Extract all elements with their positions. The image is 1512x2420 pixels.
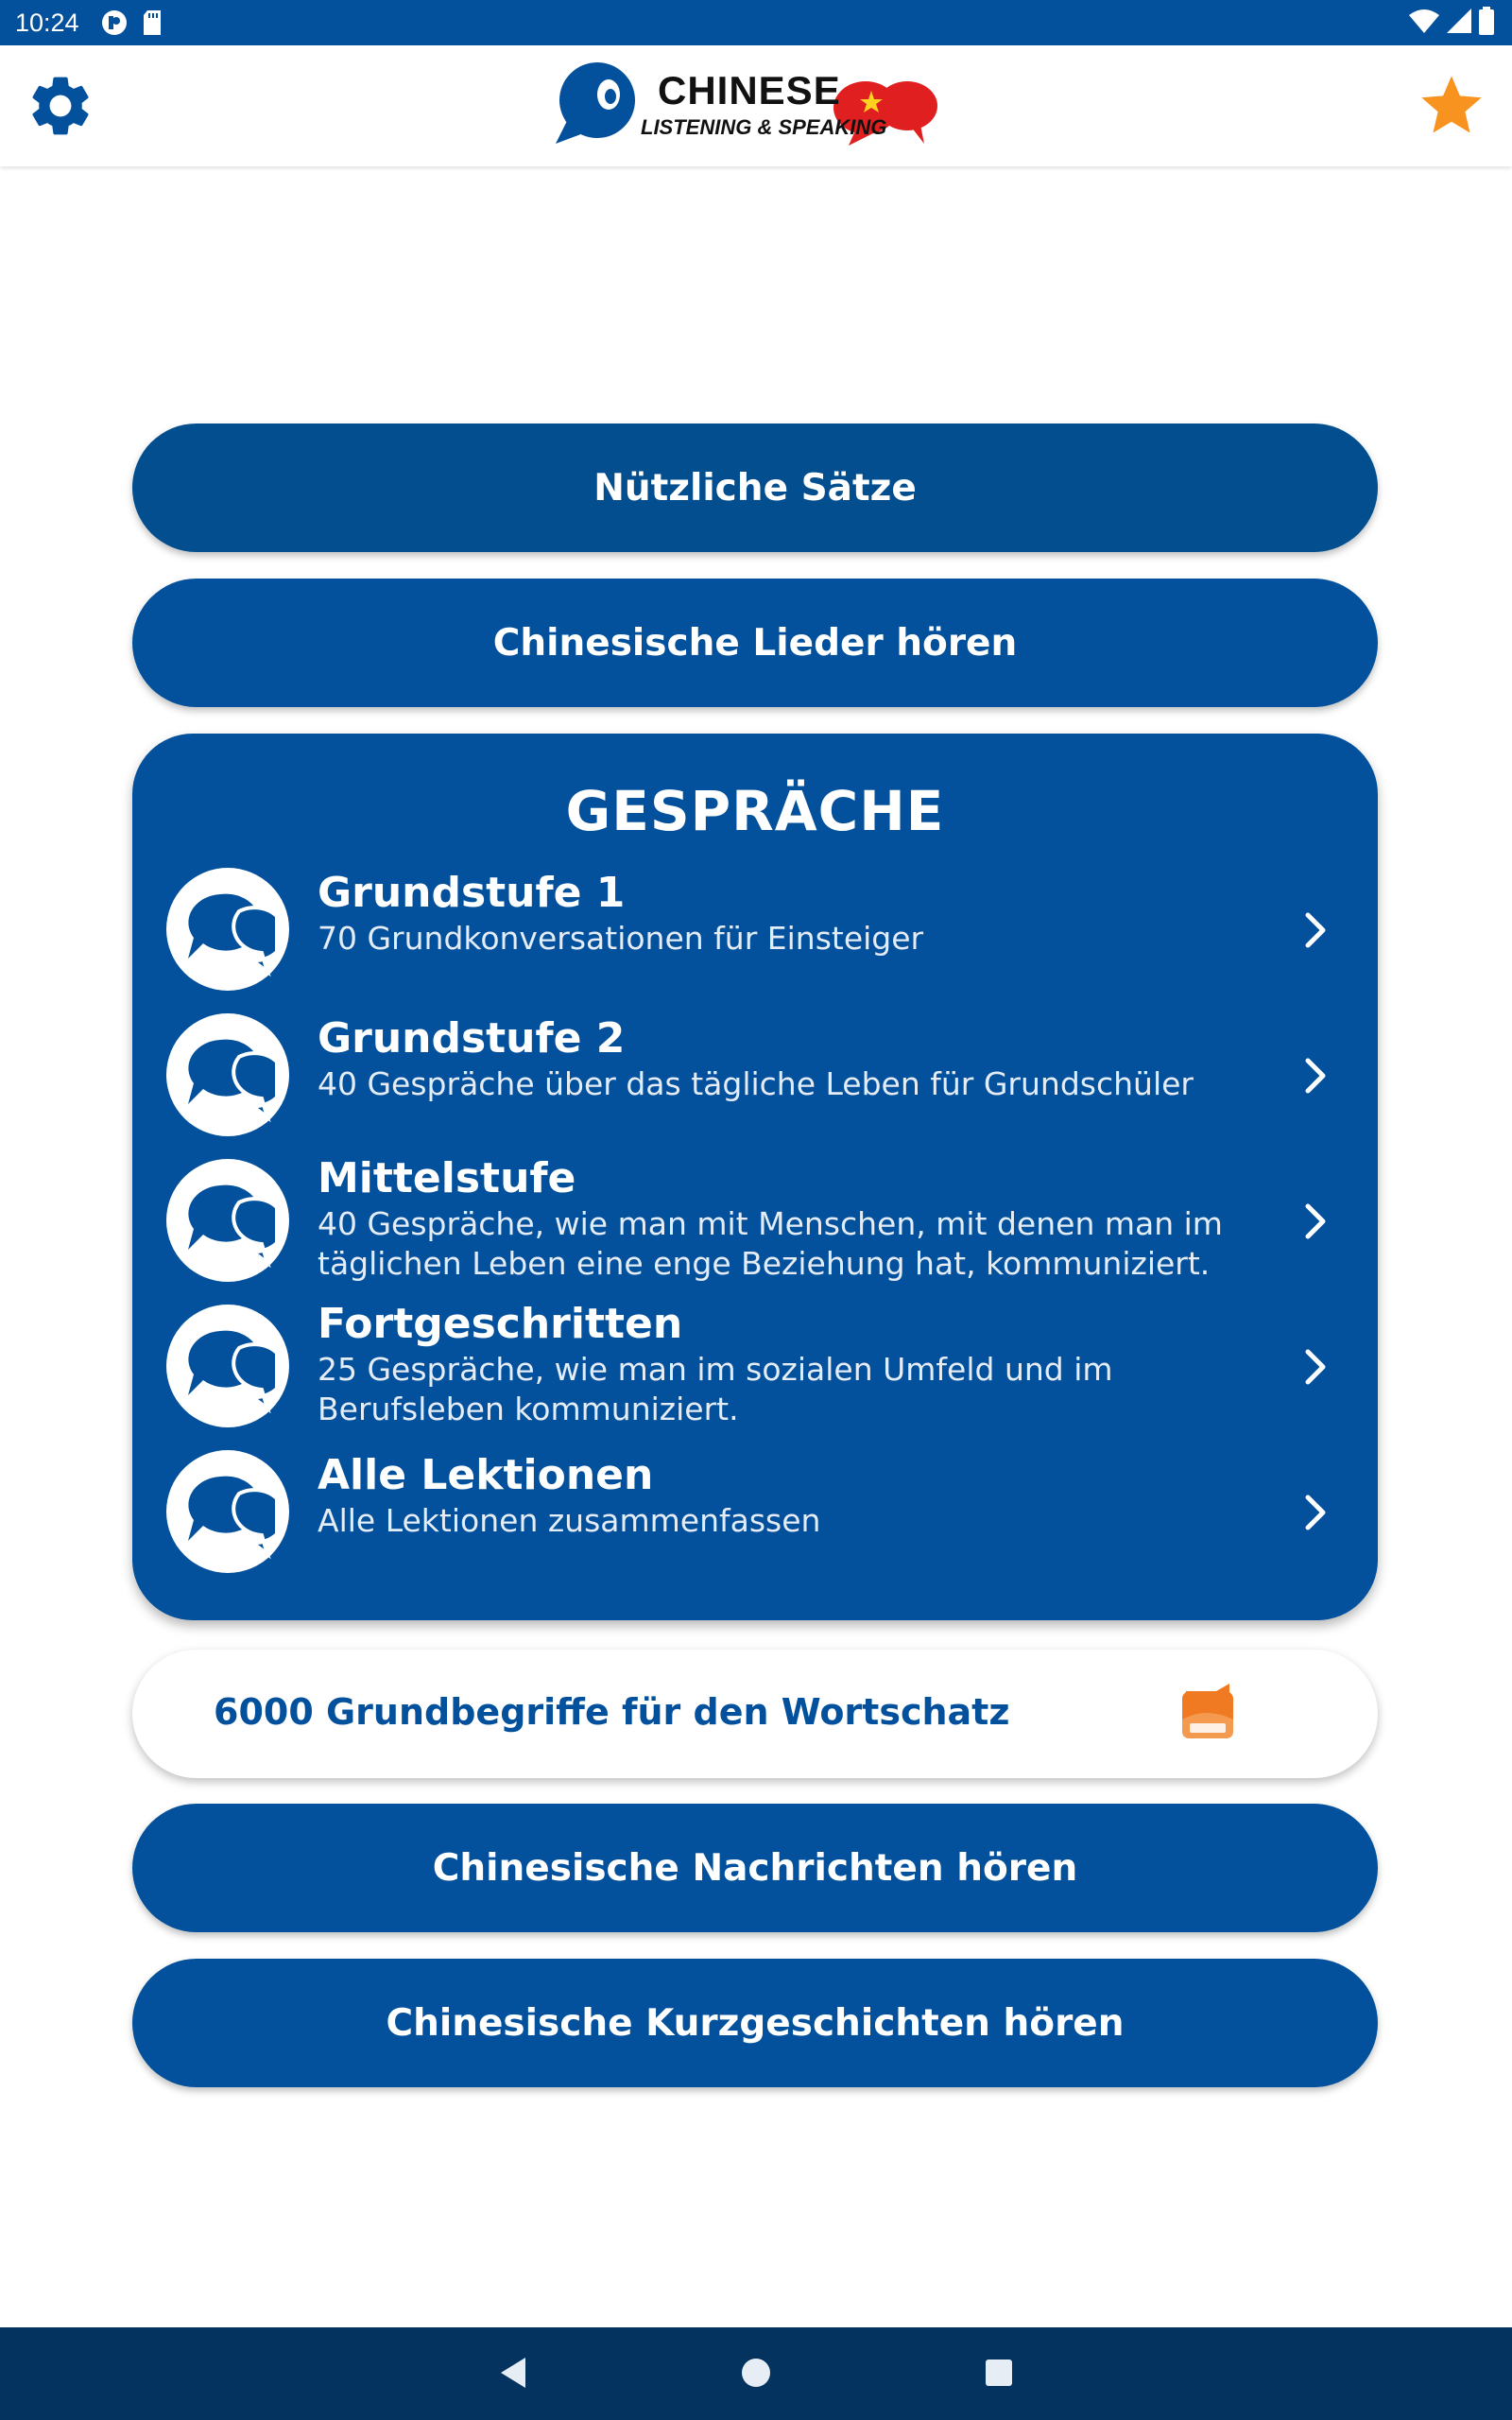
item-title: Grundstufe 2 (318, 1014, 626, 1063)
logo-subtitle: LISTENING & SPEAKING (641, 115, 887, 139)
back-icon[interactable] (497, 2354, 529, 2395)
star-icon[interactable] (1416, 70, 1487, 142)
chevron-right-icon (1302, 1055, 1329, 1100)
chat-bubbles-icon (166, 1305, 289, 1427)
vocabulary-button[interactable] (132, 1650, 1378, 1778)
chevron-right-icon (1302, 1201, 1329, 1246)
status-time: 10:24 (15, 8, 79, 37)
signal-icon (1446, 8, 1472, 38)
app-badge-icon (1178, 1682, 1237, 1742)
item-subtitle: Alle Lektionen zusammenfassen (318, 1502, 821, 1539)
useful-phrases-button[interactable]: Nützliche Sätze (132, 424, 1378, 552)
item-subtitle: 25 Gespräche, wie man im sozialen Umfeld und im Berufsleben kommuniziert. (318, 1351, 1113, 1427)
sd-card-icon (142, 9, 163, 36)
chevron-right-icon (1302, 1346, 1329, 1392)
chevron-right-icon (1302, 1492, 1329, 1537)
wifi-icon (1408, 8, 1440, 38)
app-bar (0, 45, 1512, 166)
chevron-right-icon (1302, 909, 1329, 955)
item-title: Grundstufe 1 (318, 869, 626, 917)
logo-title: CHINESE (658, 68, 841, 112)
conversations-title: GESPRÄCHE (565, 779, 945, 843)
status-bar (0, 0, 1512, 45)
item-title: Mittelstufe (318, 1154, 576, 1202)
chat-bubbles-icon (166, 1159, 289, 1282)
conversations-card (132, 734, 1378, 1620)
songs-button[interactable]: Chinesische Lieder hören (132, 579, 1378, 707)
news-button[interactable]: Chinesische Nachrichten hören (132, 1804, 1378, 1932)
vocabulary-label: 6000 Grundbegriffe für den Wortschatz (214, 1691, 1010, 1733)
app-logo (554, 59, 960, 157)
gear-icon[interactable] (25, 70, 96, 142)
item-subtitle: 40 Gespräche über das tägliche Leben für Grundschüler (318, 1065, 1194, 1102)
chat-bubbles-icon (166, 868, 289, 991)
system-nav-bar (0, 2327, 1512, 2420)
short-stories-button[interactable]: Chinesische Kurzgeschichten hören (132, 1959, 1378, 2087)
chat-bubbles-icon (166, 1013, 289, 1136)
item-subtitle: 70 Grundkonversationen für Einsteiger (318, 920, 924, 957)
item-title: Alle Lektionen (318, 1451, 654, 1499)
recents-icon[interactable] (983, 2354, 1015, 2395)
battery-icon (1478, 7, 1495, 39)
chat-bubbles-icon (166, 1450, 289, 1573)
item-title: Fortgeschritten (318, 1300, 683, 1348)
home-icon[interactable] (739, 2354, 773, 2395)
notification-icon (100, 9, 129, 37)
item-subtitle: 40 Gespräche, wie man mit Menschen, mit denen man im täglichen Leben eine enge Beziehung hat, kommuniziert. (318, 1205, 1223, 1282)
